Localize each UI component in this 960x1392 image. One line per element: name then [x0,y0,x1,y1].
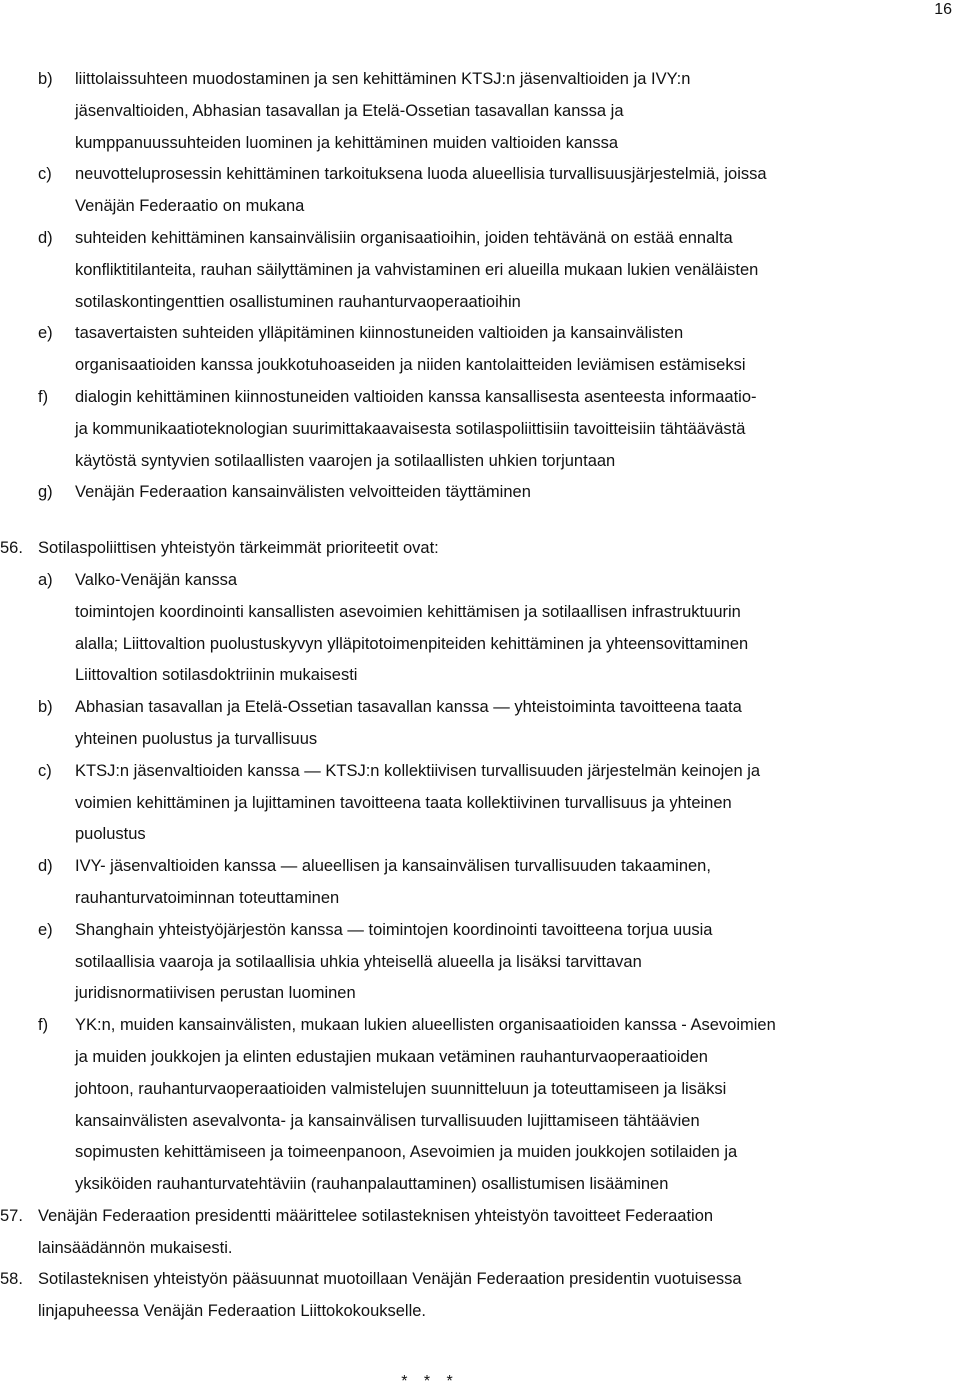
text-line: ja kommunikaatioteknologian suurimittakaavaisesta sotilaspoliittisiin tavoitteisiin tähtäävästä [75,419,746,438]
text-line: organisaatioiden kanssa joukkotuhoaseiden ja niiden kantolaitteiden leviämisen estämiseksi [75,356,746,375]
text-line: Abhasian tasavallan ja Etelä-Ossetian tasavallan kanssa — yhteistoiminta tavoitteena taata [75,698,742,717]
text-line: käytöstä syntyvien sotilaallisten vaarojen ja sotilaallisten uhkien torjuntaan [75,451,616,470]
text-line: voimien kehittäminen ja lujittaminen tavoitteena taata kollektiivinen turvallisuus ja yhteinen [75,793,732,812]
text-line: sotilaskontingenttien osallistuminen rauhanturvaoperaatioihin [75,292,521,311]
list-marker: b) [38,70,53,88]
list-marker: d) [38,857,53,876]
section-56 [0,533,960,565]
list-item-55c [0,159,960,223]
text-line: kansainvälisten asevalvonta- ja kansainvälisen turvallisuuden lujittamiseen tähtäävien [75,1111,700,1130]
text-line: suhteiden kehittäminen kansainvälisiin organisaatioihin, joiden tehtävänä on estää ennalta [75,228,733,247]
text-line: Sotilasteknisen yhteistyön pääsuunnat muotoillaan Venäjän Federaation presidentin vuotuisessa [38,1270,742,1289]
text-line: Valko-Venäjän kanssa [75,570,238,589]
text-line: dialogin kehittäminen kiinnostuneiden valtioiden kanssa kansallisesta asenteesta informaatio- [75,387,757,406]
text-line: lainsäädännön mukaisesti. [38,1238,233,1257]
text-line: juridisnormatiivisen perustan luominen [75,984,356,1003]
section-58 [0,1264,960,1328]
list-marker: g) [38,483,53,502]
section-number: 58. [0,1270,23,1289]
text-line: liittolaissuhteen muodostaminen ja sen kehittäminen KTSJ:n jäsenvaltioiden ja IVY:n [75,70,691,88]
text-line: Venäjän Federaation presidentti määrittelee sotilasteknisen yhteistyön tavoitteet Federaation [38,1206,714,1225]
text-line: neuvotteluprosessin kehittäminen tarkoituksena luoda alueellisia turvallisuusjärjestelmiä, joissa [75,165,767,184]
list-marker: c) [38,165,52,184]
text-line: yhteinen puolustus ja turvallisuus [75,729,318,748]
list-item-55f [0,382,960,477]
list-item-55g [0,477,960,509]
list-marker: a) [38,570,53,589]
list-marker: c) [38,761,52,780]
page-number: 16 [934,1,952,18]
list-item-56c [0,756,960,851]
end-marker: * * * [401,1373,459,1390]
text-line: konfliktitilanteita, rauhan säilyttäminen ja vahvistaminen eri alueilla mukaan lukien venäläisten [75,260,759,279]
text-line: rauhanturvatoiminnan toteuttaminen [75,888,340,907]
list-item-56d [0,851,960,915]
list-marker: f) [38,387,49,406]
section-number: 56. [0,539,23,558]
list-item-56a [0,565,960,692]
text-line: IVY- jäsenvaltioiden kanssa — alueellisen ja kansainvälisen turvallisuuden takaaminen, [75,857,711,876]
text-line: KTSJ:n jäsenvaltioiden kanssa — KTSJ:n kollektiivisen turvallisuuden järjestelmän keinojen ja [75,761,761,780]
text-line: ja muiden joukkojen ja elinten edustajien mukaan vetäminen rauhanturvaoperaatioiden [75,1047,708,1066]
document-body [0,64,960,1328]
section-57 [0,1201,960,1265]
list-marker: e) [38,920,53,939]
text-line: Venäjän Federaation kansainvälisten velvoitteiden täyttäminen [75,483,531,502]
list-item-56f [0,1010,960,1201]
list-item-55d [0,223,960,318]
text-line: linjapuheessa Venäjän Federaation Liittokokoukselle. [38,1302,427,1321]
text-line: johtoon, rauhanturvaoperaatioiden valmistelujen suunnitteluun ja toteuttamiseen ja lisäksi [75,1079,727,1098]
text-line: YK:n, muiden kansainvälisten, mukaan lukien alueellisten organisaatioiden kanssa - Asevoimien [75,1016,776,1035]
list-marker: d) [38,228,53,247]
text-line: toimintojen koordinointi kansallisten asevoimien kehittämisen ja sotilaallisen infrastruktuurin [75,602,741,621]
section-heading: Sotilaspoliittisen yhteistyön tärkeimmät prioriteetit ovat: [38,539,439,558]
text-line: puolustus [75,825,146,844]
list-item-56b [0,692,960,756]
list-item-55b [0,64,960,159]
text-line: yksiköiden rauhanturvatehtäviin (rauhanpalauttaminen) osallistumisen lisääminen [75,1175,669,1194]
text-line: jäsenvaltioiden, Abhasian tasavallan ja Etelä-Ossetian tasavallan kanssa ja [75,101,624,120]
list-marker: b) [38,698,53,717]
list-marker: f) [38,1016,49,1035]
text-line: Shanghain yhteistyöjärjestön kanssa — toimintojen koordinointi tavoitteena torjua uusia [75,920,713,939]
list-marker: e) [38,324,53,343]
text-line: tasavertaisten suhteiden ylläpitäminen kiinnostuneiden valtioiden ja kansainvälisten [75,324,684,343]
section-number: 57. [0,1206,23,1225]
list-item-55e [0,318,960,382]
text-line: sotilaallisia vaaroja ja sotilaallisia uhkia yhteisellä alueella ja lisäksi tarvittavan [75,952,642,971]
text-line: kumppanuussuhteiden luominen ja kehittäminen muiden valtioiden kanssa [75,133,619,152]
list-item-56e [0,915,960,1010]
text-line: Liittovaltion sotilasdoktriinin mukaisesti [75,666,358,685]
text-line: alalla; Liittovaltion puolustuskyvyn ylläpitotoimenpiteiden kehittäminen ja yhteensovittaminen [75,634,749,653]
text-line: Venäjän Federaatio on mukana [75,197,305,216]
text-line: sopimusten kehittämiseen ja toimeenpanoon, Asevoimien ja muiden joukkojen sotilaiden ja [75,1143,738,1162]
